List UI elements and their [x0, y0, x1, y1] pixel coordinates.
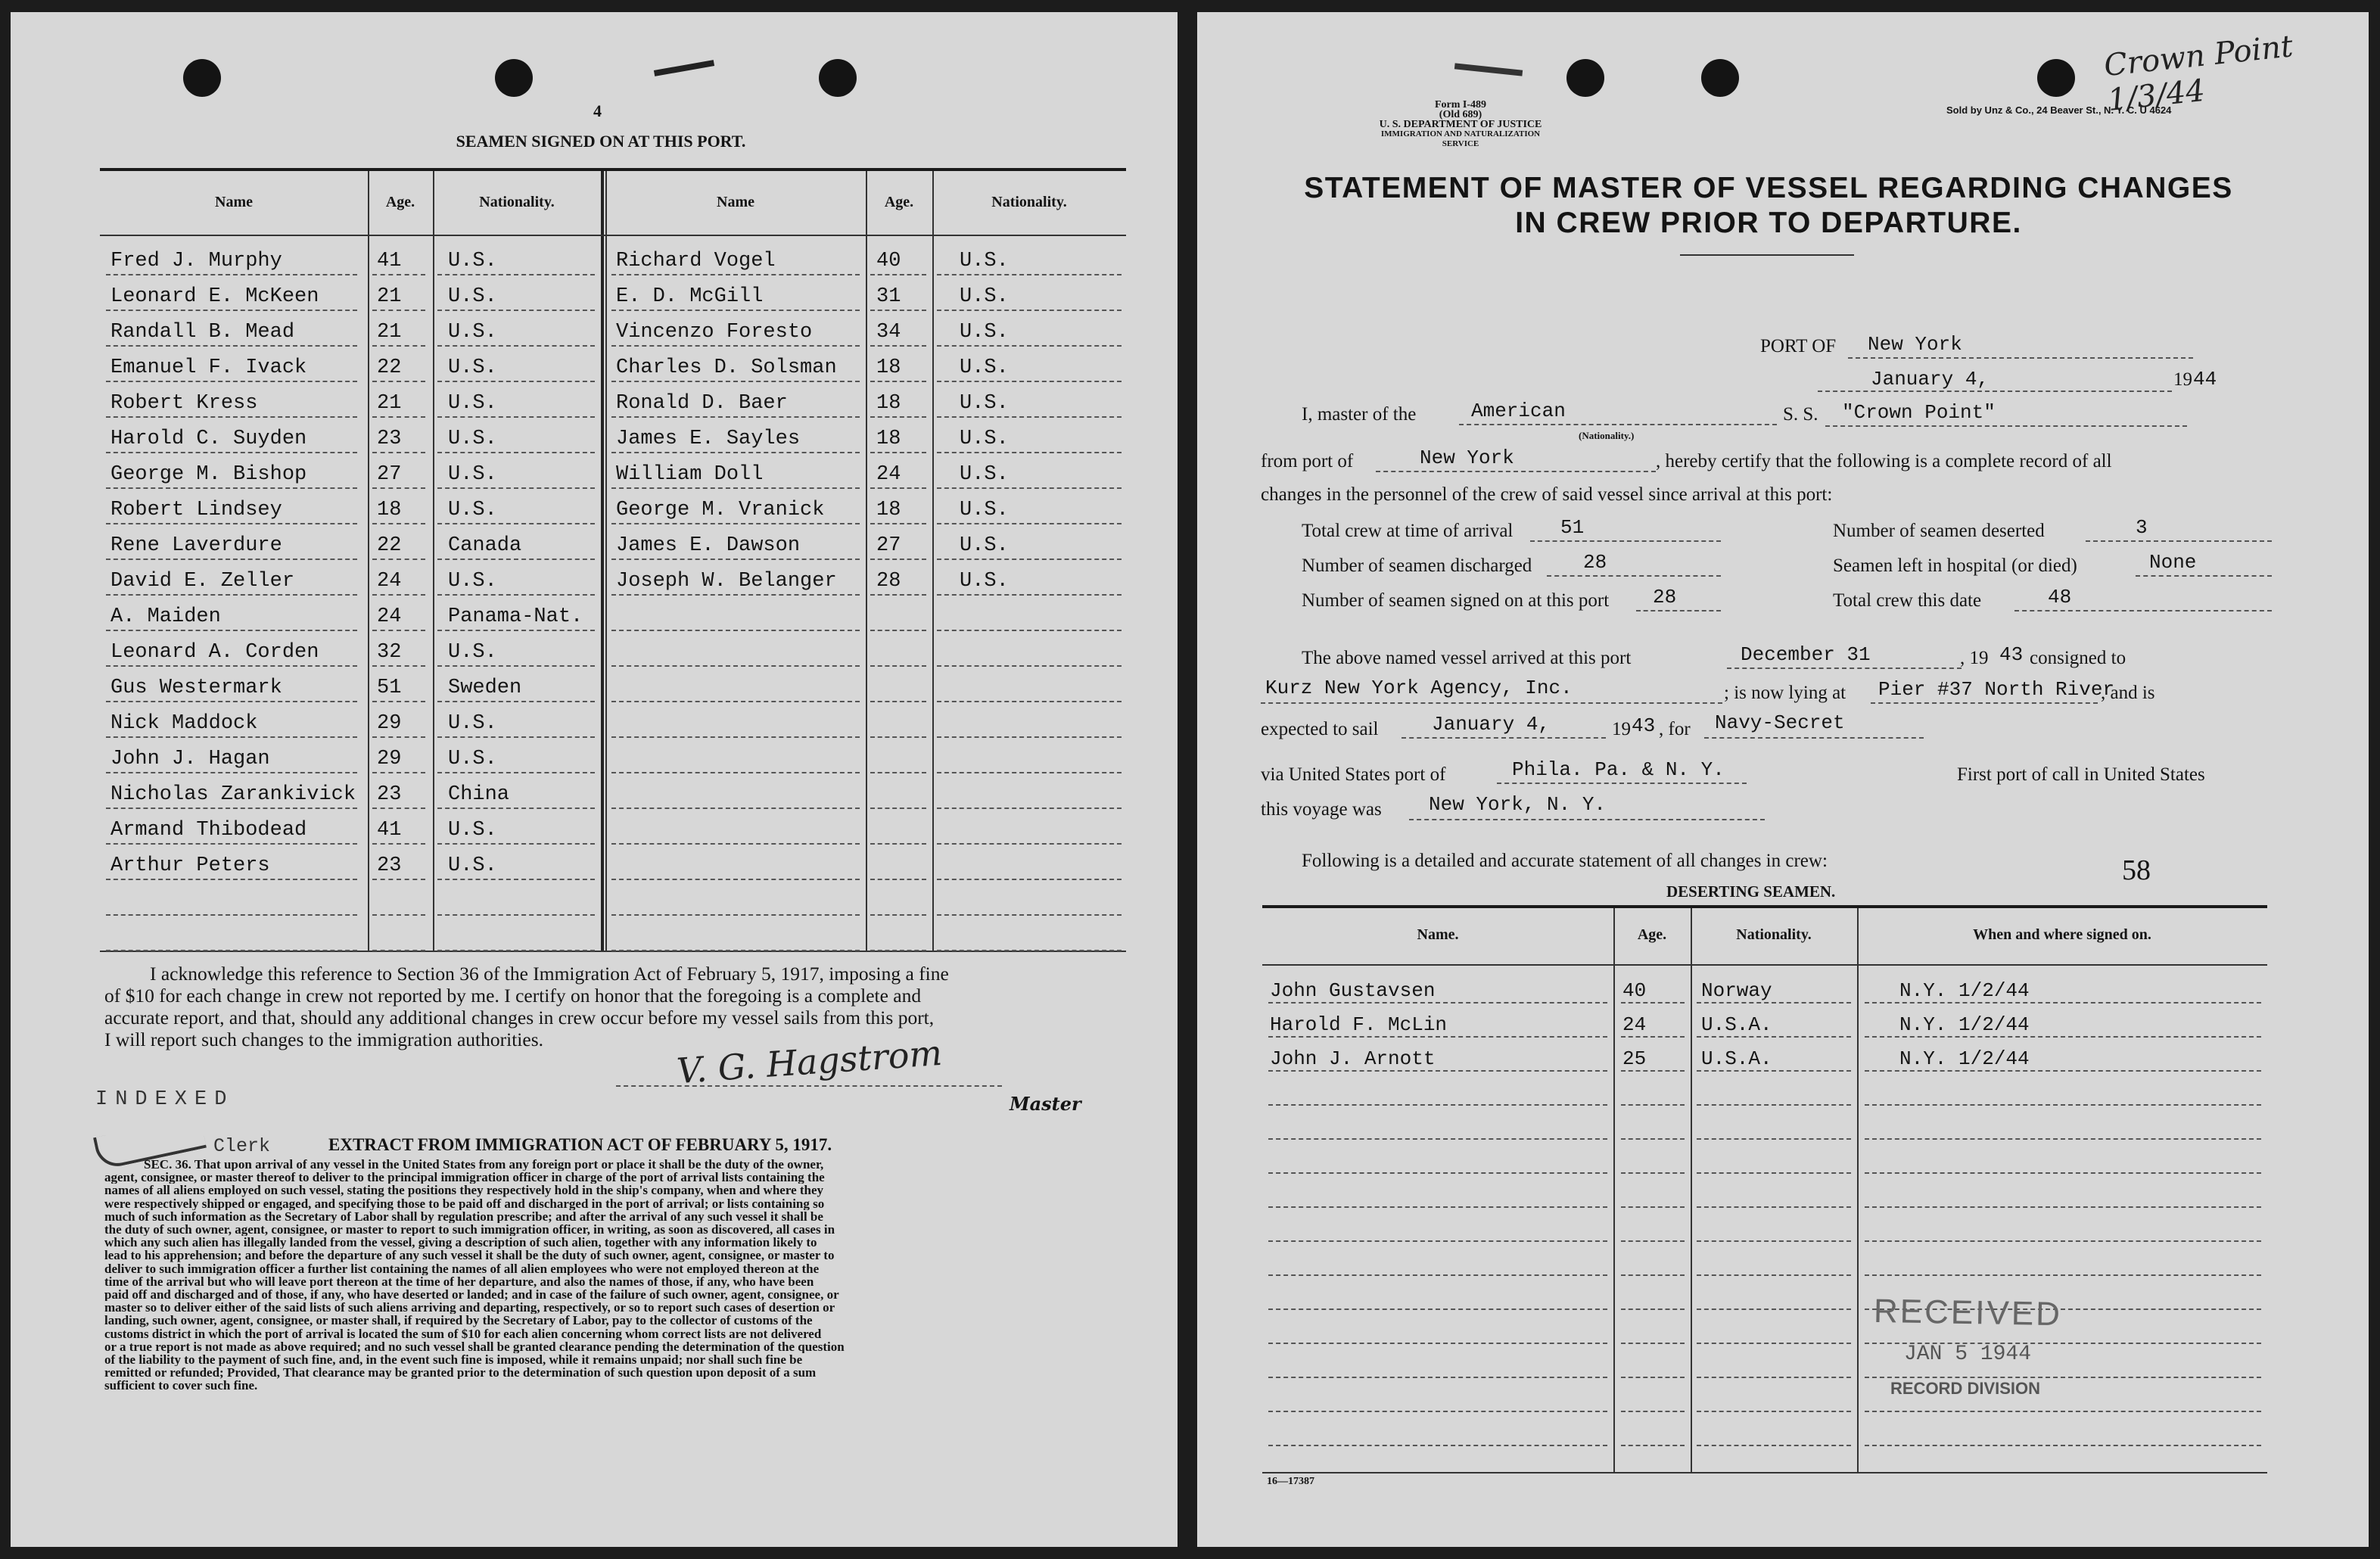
- extract-line: remitted or refunded; Provided, That clearance may be granted prior to the determination of such question upon deposit of a sum: [104, 1366, 817, 1380]
- seaman-name: Richard Vogel: [616, 250, 776, 272]
- seaman-age: 27: [377, 463, 402, 486]
- expected-label: expected to sail: [1261, 719, 1379, 739]
- deserter-signed-on: N.Y. 1/2/44: [1899, 979, 2030, 1002]
- seaman-name: Nicholas Zarankivick: [110, 783, 356, 806]
- discharged-value: 28: [1583, 551, 1607, 574]
- deserter-age: 24: [1622, 1013, 1647, 1036]
- seaman-age: 23: [377, 428, 402, 450]
- deserter-nationality: U.S.A.: [1701, 1047, 1772, 1070]
- column-header-nationality: Nationality.: [1736, 926, 1812, 943]
- seaman-name: Arthur Peters: [110, 854, 270, 877]
- seaman-nationality: U.S.: [960, 570, 1009, 593]
- seaman-name: William Doll: [616, 463, 764, 486]
- column-header-nationality: Nationality.: [991, 194, 1067, 210]
- seaman-age: 41: [377, 250, 402, 272]
- seaman-age: 29: [377, 712, 402, 735]
- consigned-label: consigned to: [2030, 648, 2126, 668]
- arrived-label: The above named vessel arrived at this port: [1302, 648, 1632, 668]
- seaman-age: 23: [377, 854, 402, 877]
- staple-mark: [654, 60, 714, 76]
- seaman-age: 32: [377, 641, 402, 664]
- acknowledgement-text: I acknowledge this reference to Section 36 of the Immigration Act of February 5, 1917, imposing a fine of $10 for each change in crew not reported by me. I certify on honor that the foregoing is a complete and accurate report, and that, should any additional changes in crew occur before my vessel sails from this port, I will report such changes to the immigration authorities.: [104, 963, 949, 1050]
- vessel-name: "Crown Point": [1842, 401, 1996, 424]
- received-stamp: RECEIVED: [1873, 1292, 2063, 1333]
- page-number: 4: [593, 101, 602, 120]
- seaman-name: Emanuel F. Ivack: [110, 356, 307, 379]
- seaman-age: 22: [377, 534, 402, 557]
- extract-line: master so to deliver either of the said lists of such aliens arriving and departing, respectively, or so to report such cases of desertion or: [104, 1301, 835, 1315]
- column-header-age: Age.: [1637, 926, 1667, 943]
- seaman-age: 18: [876, 428, 901, 450]
- column-header-nationality: Nationality.: [479, 194, 555, 210]
- port-value: New York: [1868, 333, 1962, 356]
- total-crew-date-value: 48: [2048, 586, 2072, 608]
- seaman-nationality: Panama-Nat.: [448, 605, 583, 628]
- seaman-nationality: China: [448, 783, 510, 806]
- seaman-name: Rene Laverdure: [110, 534, 282, 557]
- binder-hole: [1566, 59, 1604, 97]
- binder-hole: [819, 59, 857, 97]
- seaman-nationality: U.S.: [960, 321, 1009, 344]
- seaman-nationality: U.S.: [448, 641, 497, 664]
- seaman-nationality: U.S.: [960, 428, 1009, 450]
- seaman-age: 21: [377, 321, 402, 344]
- deserter-age: 25: [1622, 1047, 1647, 1070]
- column-header-signed-on: When and where signed on.: [1973, 926, 2151, 943]
- year-value: 44: [2193, 368, 2217, 391]
- from-port-label: from port of: [1261, 451, 1354, 471]
- right-page: [1197, 12, 2369, 1547]
- extract-line: or a true report is not made as above required; and no such vessel shall be granted clearance pending the determination of the question: [104, 1340, 845, 1354]
- extract-body: [104, 1158, 1126, 1393]
- seaman-age: 24: [876, 463, 901, 486]
- deserted-value: 3: [2136, 516, 2148, 539]
- seaman-name: A. Maiden: [110, 605, 221, 628]
- signed-on-label: Number of seamen signed on at this port: [1302, 590, 1610, 611]
- seaman-nationality: U.S.: [448, 250, 497, 272]
- seaman-name: Charles D. Solsman: [616, 356, 837, 379]
- seaman-age: 40: [876, 250, 901, 272]
- seaman-age: 22: [377, 356, 402, 379]
- seaman-nationality: U.S.: [960, 356, 1009, 379]
- deserter-name: Harold F. McLin: [1270, 1013, 1448, 1036]
- seamen-signed-table: [100, 168, 1126, 952]
- extract-line: paid off and discharged and of those, if any, who have deserted or landed; and in case of the failure of such owner, agent, consignee, or: [104, 1288, 839, 1302]
- form-id: Form I-489 (Old 689) U. S. DEPARTMENT OF JUSTICE IMMIGRATION AND NATURALIZATION SERVICE: [1379, 99, 1542, 148]
- master-label: Master: [1010, 1093, 1081, 1115]
- expected-year-prefix: 19: [1612, 719, 1631, 739]
- certify-text: , hereby certify that the following is a complete record of all: [1656, 451, 2112, 471]
- ss-label: S. S.: [1783, 404, 1818, 425]
- binder-hole: [2037, 59, 2075, 97]
- via-label: via United States port of: [1261, 764, 1446, 785]
- seaman-nationality: U.S.: [448, 819, 497, 842]
- seaman-age: 29: [377, 748, 402, 770]
- seaman-name: Robert Lindsey: [110, 499, 282, 521]
- seaman-nationality: U.S.: [448, 285, 497, 308]
- nationality-caption: (Nationality.): [1579, 430, 1635, 441]
- seaman-age: 31: [876, 285, 901, 308]
- seaman-nationality: U.S.: [448, 712, 497, 735]
- received-stamp-date: JAN 5 1944: [1904, 1343, 2032, 1366]
- deserter-name: John Gustavsen: [1270, 979, 1436, 1002]
- seaman-nationality: Sweden: [448, 677, 522, 699]
- seaman-name: E. D. McGill: [616, 285, 764, 308]
- expected-year: 43: [1632, 714, 1656, 737]
- extract-line: customs district in which the port of arrival is located the sum of $10 for each alien concerning whom correct lists are not delivered: [104, 1327, 822, 1340]
- seaman-nationality: U.S.: [448, 463, 497, 486]
- first-port-label: First port of call in United States: [1957, 764, 2205, 785]
- extract-line: of the liability to the payment of such fine, and, in the event such fine is imposed, while it remains unpaid; nor shall such fine be: [104, 1353, 803, 1367]
- seaman-age: 18: [876, 392, 901, 415]
- and-is-text: , and is: [2101, 683, 2155, 703]
- total-crew-arrival-value: 51: [1560, 516, 1585, 539]
- clerk-label: Clerk: [213, 1135, 271, 1157]
- seaman-nationality: U.S.: [448, 570, 497, 593]
- column-header-name: Name: [215, 194, 253, 210]
- changes-text: changes in the personnel of the crew of said vessel since arrival at this port:: [1261, 484, 1833, 505]
- seaman-nationality: Canada: [448, 534, 522, 557]
- extract-line: lead to his apprehension; and before the departure of any such vessel it shall be the duty of such owner, agent, consignee, or master to: [104, 1249, 835, 1262]
- vessel-nationality: American: [1471, 400, 1566, 422]
- column-header-name: Name.: [1417, 926, 1459, 943]
- seaman-nationality: U.S.: [448, 748, 497, 770]
- seaman-name: Randall B. Mead: [110, 321, 295, 344]
- total-crew-arrival-label: Total crew at time of arrival: [1302, 521, 1514, 541]
- voyage-value: New York, N. Y.: [1429, 793, 1607, 816]
- seaman-name: David E. Zeller: [110, 570, 295, 593]
- left-page: [11, 12, 1178, 1547]
- column-header-name: Name: [717, 194, 754, 210]
- extract-line: which any such alien has illegally landed from the vessel, giving a description of such alien, together with any information likely to: [104, 1236, 817, 1249]
- from-port-value: New York: [1420, 447, 1514, 469]
- title-rule: [1680, 254, 1854, 256]
- extract-line: landing, such owner, agent, consignee, or master shall, if required by the Secretary of Labor, pay to the collector of customs of the: [104, 1314, 813, 1327]
- seaman-age: 18: [876, 356, 901, 379]
- lying-value: Pier #37 North River: [1878, 678, 2115, 701]
- seaman-age: 24: [377, 605, 402, 628]
- seaman-name: Joseph W. Belanger: [616, 570, 837, 593]
- lying-label: ; is now lying at: [1724, 683, 1846, 703]
- seaman-name: Vincenzo Foresto: [616, 321, 813, 344]
- seaman-age: 18: [876, 499, 901, 521]
- extract-line: deliver to such immigration officer a further list containing the names of all alien employees who were not employed thereon at the: [104, 1262, 820, 1275]
- seaman-nationality: U.S.: [448, 356, 497, 379]
- seaman-age: 21: [377, 392, 402, 415]
- deserter-name: John J. Arnott: [1270, 1047, 1436, 1070]
- seaman-name: James E. Sayles: [616, 428, 801, 450]
- seaman-nationality: U.S.: [448, 428, 497, 450]
- seaman-name: John J. Hagan: [110, 748, 270, 770]
- total-crew-date-label: Total crew this date: [1833, 590, 1982, 611]
- seaman-name: James E. Dawson: [616, 534, 801, 557]
- consignee-value: Kurz New York Agency, Inc.: [1265, 677, 1573, 699]
- seaman-name: George M. Vranick: [616, 499, 825, 521]
- hospital-label: Seamen left in hospital (or died): [1833, 555, 2077, 576]
- date-value: January 4,: [1871, 368, 1990, 391]
- seaman-nationality: U.S.: [448, 321, 497, 344]
- deserter-nationality: U.S.A.: [1701, 1013, 1772, 1036]
- seaman-name: Gus Westermark: [110, 677, 282, 699]
- extract-line: SEC. 36. That upon arrival of any vessel in the United States from any foreign port or place it shall be the duty of the owner,: [144, 1158, 824, 1172]
- seamen-signed-title: SEAMEN SIGNED ON AT THIS PORT.: [456, 132, 746, 151]
- expected-value: January 4,: [1432, 713, 1551, 736]
- seaman-nationality: U.S.: [960, 392, 1009, 415]
- deserting-title: DESERTING SEAMEN.: [1666, 882, 1836, 901]
- form-title: STATEMENT OF MASTER OF VESSEL REGARDING CHANGES IN CREW PRIOR TO DEPARTURE.: [1304, 172, 2233, 239]
- seaman-nationality: U.S.: [960, 250, 1009, 272]
- extract-line: were respectively shipped or engaged, and specifying those to be paid off and discharged in the port of arrival; or lists containing so: [104, 1196, 825, 1210]
- seaman-age: 21: [377, 285, 402, 308]
- seaman-name: Ronald D. Baer: [616, 392, 788, 415]
- publisher-note: Sold by Unz & Co., 24 Beaver St., N. Y. C. U 4624: [1946, 104, 2172, 116]
- seaman-nationality: U.S.: [448, 392, 497, 415]
- seaman-nationality: U.S.: [448, 499, 497, 521]
- extract-line: agent, consignee, or master thereof to deliver to the principal immigration officer in charge of the port of arrival lists containing the: [104, 1171, 825, 1184]
- extract-line: sufficient to cover such fine.: [104, 1379, 258, 1393]
- extract-line: time of the arrival but who will leave port thereon at the time of her departure, and also the names of those, if any, who have been: [104, 1274, 814, 1289]
- seaman-name: Nick Maddock: [110, 712, 258, 735]
- master-signature: V. G. Hagstrom: [675, 1032, 944, 1092]
- voyage-label: this voyage was: [1261, 799, 1382, 820]
- seaman-nationality: U.S.: [960, 499, 1009, 521]
- received-stamp-division: RECORD DIVISION: [1890, 1379, 2041, 1398]
- footer-code: 16—17387: [1267, 1476, 1314, 1487]
- binder-hole: [183, 59, 221, 97]
- extract-line: much of such information as the Secretary of Labor shall by regulation prescribe; and after the arrival of any such vessel it shall be: [104, 1209, 823, 1224]
- column-header-age: Age.: [884, 194, 914, 210]
- seaman-nationality: U.S.: [448, 854, 497, 877]
- arrived-value: December 31: [1741, 643, 1871, 666]
- year-prefix: 19: [2173, 369, 2192, 390]
- seaman-name: Leonard A. Corden: [110, 641, 319, 664]
- seaman-name: George M. Bishop: [110, 463, 307, 486]
- following-label: Following is a detailed and accurate statement of all changes in crew:: [1302, 851, 1828, 871]
- seaman-nationality: U.S.: [960, 534, 1009, 557]
- deserter-nationality: Norway: [1701, 979, 1772, 1002]
- extract-line: names of all aliens employed on such vessel, stating the positions they respectively hold in the ship's company, when and where they: [104, 1184, 824, 1197]
- arrived-year: 43: [1999, 643, 2024, 666]
- indexed-stamp: INDEXED: [95, 1088, 235, 1111]
- seaman-age: 51: [377, 677, 402, 699]
- column-header-age: Age.: [385, 194, 415, 210]
- seaman-nationality: U.S.: [960, 463, 1009, 486]
- handwritten-vessel-note: Crown Point 1/3/44: [2102, 29, 2295, 118]
- for-value: Navy-Secret: [1715, 711, 1845, 734]
- deserted-label: Number of seamen deserted: [1833, 521, 2045, 541]
- arrived-year-prefix: , 19: [1960, 648, 1989, 668]
- deserter-signed-on: N.Y. 1/2/44: [1899, 1013, 2030, 1036]
- seaman-age: 18: [377, 499, 402, 521]
- master-prefix: I, master of the: [1302, 404, 1417, 425]
- discharged-label: Number of seamen discharged: [1302, 555, 1532, 576]
- seaman-name: Robert Kress: [110, 392, 258, 415]
- page-count-stamp: 58: [2122, 854, 2151, 886]
- via-value: Phila. Pa. & N. Y.: [1512, 758, 1725, 781]
- deserting-seamen-table: [1262, 905, 2267, 1473]
- signed-on-value: 28: [1653, 586, 1677, 608]
- seaman-name: Leonard E. McKeen: [110, 285, 319, 308]
- port-label: PORT OF: [1760, 336, 1837, 356]
- deserter-age: 40: [1622, 979, 1647, 1002]
- seaman-age: 27: [876, 534, 901, 557]
- deserter-signed-on: N.Y. 1/2/44: [1899, 1047, 2030, 1070]
- staple-mark: [1454, 63, 1523, 76]
- seaman-name: Armand Thibodead: [110, 819, 307, 842]
- seaman-nationality: U.S.: [960, 285, 1009, 308]
- seaman-age: 28: [876, 570, 901, 593]
- for-label: , for: [1659, 719, 1691, 739]
- seaman-age: 41: [377, 819, 402, 842]
- seaman-age: 34: [876, 321, 901, 344]
- binder-hole: [495, 59, 533, 97]
- seaman-age: 24: [377, 570, 402, 593]
- extract-title: EXTRACT FROM IMMIGRATION ACT OF FEBRUARY 5, 1917.: [328, 1135, 832, 1154]
- hospital-value: None: [2149, 551, 2197, 574]
- seaman-name: Fred J. Murphy: [110, 250, 282, 272]
- seaman-age: 23: [377, 783, 402, 806]
- seaman-name: Harold C. Suyden: [110, 428, 307, 450]
- binder-hole: [1701, 59, 1739, 97]
- extract-line: the duty of such owner, agent, consignee, or master to report to such immigration officer, in writing, as soon as discovered, all cases in: [104, 1223, 835, 1237]
